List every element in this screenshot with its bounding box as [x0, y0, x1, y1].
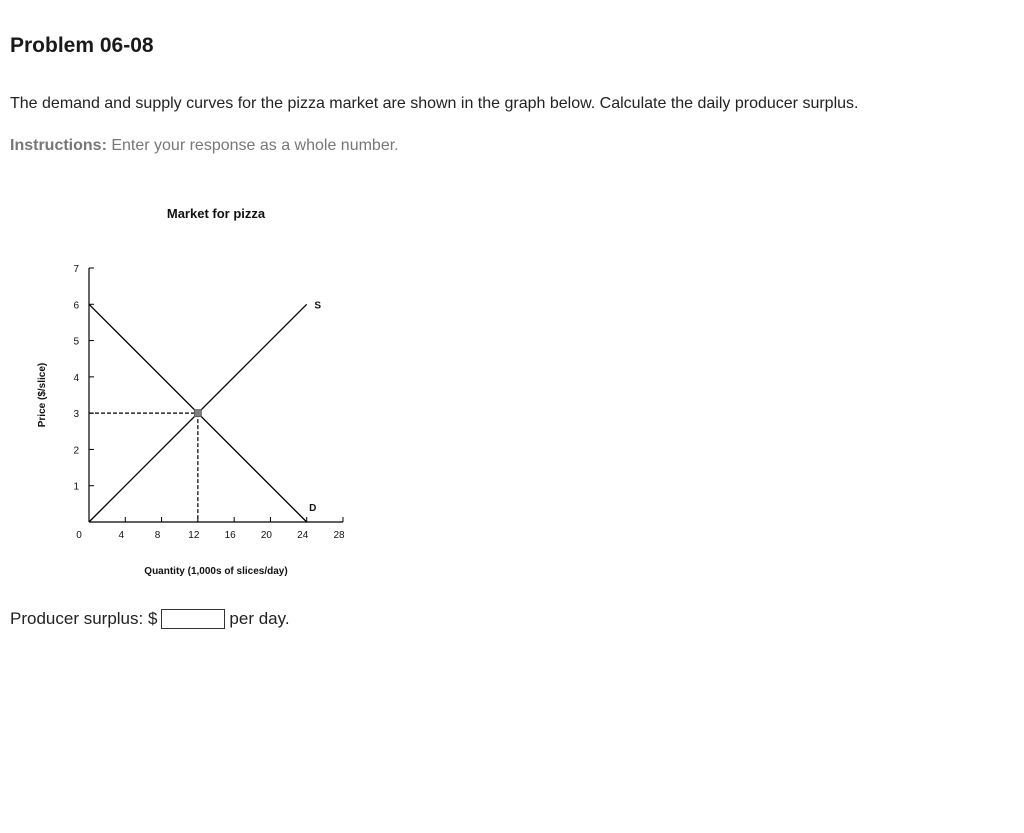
supply-label: S — [314, 300, 322, 312]
y-tick-label: 3 — [73, 409, 79, 421]
chart-title: Market for pizza — [166, 206, 266, 221]
instructions-label: Instructions: — [10, 137, 107, 154]
instructions-text: Enter your response as a whole number. — [106, 137, 399, 154]
market-chart — [0, 190, 420, 590]
problem-title: Problem 06-08 — [10, 34, 154, 57]
x-tick-label: 24 — [297, 530, 309, 541]
x-tick-label: 12 — [188, 530, 200, 541]
answer-suffix: per day. — [229, 609, 290, 628]
demand-label: D — [309, 503, 317, 514]
instructions — [10, 137, 399, 155]
answer-prefix: Producer surplus: $ — [10, 609, 158, 628]
question-text: The demand and supply curves for the pizza market are shown in the graph below. Calculate the daily producer surplus. — [10, 95, 859, 112]
x-axis-label: Quantity (1,000s of slices/day) — [144, 566, 288, 577]
y-tick-label: 4 — [73, 372, 79, 384]
y-tick-label: 1 — [73, 481, 79, 493]
x-tick-label: 4 — [118, 530, 125, 541]
x-tick-label: 20 — [260, 530, 272, 541]
x-tick-label: 28 — [333, 530, 345, 541]
y-tick-label: 7 — [73, 264, 79, 275]
x-tick-label: 16 — [224, 530, 236, 541]
y-tick-label: 2 — [73, 445, 79, 457]
answer-row — [10, 609, 290, 629]
equilibrium-point — [194, 410, 201, 417]
producer-surplus-input[interactable] — [161, 609, 225, 629]
y-tick-label: 6 — [73, 300, 79, 312]
x-tick-label: 8 — [154, 530, 161, 541]
y-axis-label: Price ($/slice) — [37, 362, 48, 428]
x-tick-label: 0 — [76, 530, 82, 541]
y-tick-label: 5 — [73, 336, 79, 348]
